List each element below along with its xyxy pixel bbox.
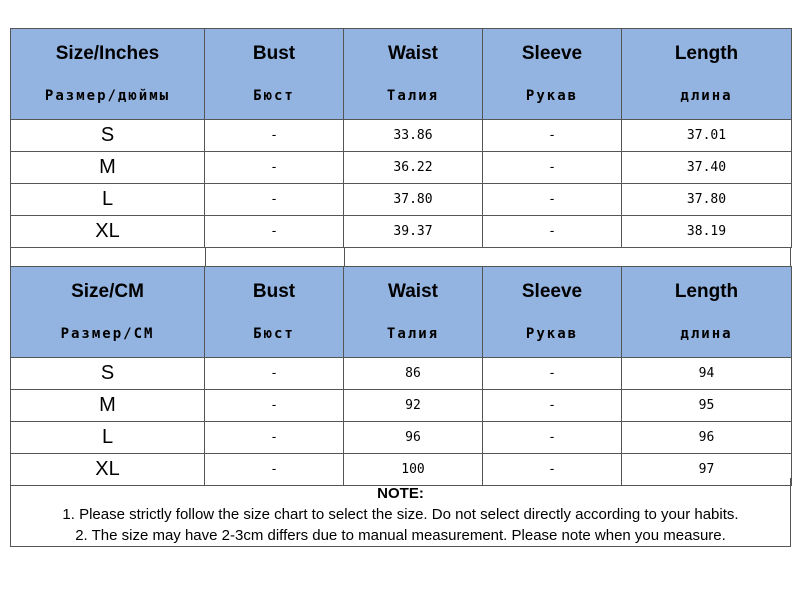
header-label-ru: Рукав [525,88,579,104]
cm-header-size [11,267,205,358]
length-cell: 38.19 [622,216,792,248]
note-line-1: 1. Please strictly follow the size chart to select the size. Do not select directly according to your habits. [62,506,739,523]
sleeve-cell: - [483,152,622,184]
inch-header-size [11,29,205,120]
table-row [11,422,792,454]
inch-header-row [11,29,792,120]
inch-size-table [10,28,792,248]
bust-cell: - [205,454,344,486]
header-label-en: Sleeve [521,43,583,64]
header-label-en: Size/Inches [55,43,160,64]
waist-cell: 86 [344,358,483,390]
header-label-en: Bust [252,281,296,302]
size-cell: XL [11,454,205,486]
cm-header-length [622,267,792,358]
inch-header-waist [344,29,483,120]
length-cell: 94 [622,358,792,390]
bust-cell: - [205,390,344,422]
waist-cell: 36.22 [344,152,483,184]
waist-cell: 39.37 [344,216,483,248]
note-title: NOTE: [377,485,424,502]
size-cell: S [11,358,205,390]
table-row [11,184,792,216]
inch-header-sleeve [483,29,622,120]
table-row [11,120,792,152]
length-cell: 37.40 [622,152,792,184]
cm-header-waist [344,267,483,358]
sleeve-cell: - [483,358,622,390]
header-label-en: Waist [388,43,438,64]
sleeve-cell: - [483,422,622,454]
header-label-en: Sleeve [521,281,583,302]
table-row [11,216,792,248]
size-cell: S [11,120,205,152]
size-cell: XL [11,216,205,248]
cm-size-table [10,266,792,486]
header-label-en: Length [674,43,739,64]
cm-header-bust [205,267,344,358]
bust-cell: - [205,358,344,390]
header-label-ru: Размер/дюймы [44,88,171,104]
length-cell: 37.01 [622,120,792,152]
header-label-ru: длина [680,326,733,342]
header-label-ru: Талия [386,88,440,104]
header-label-ru: Талия [386,326,440,342]
waist-cell: 33.86 [344,120,483,152]
table-row [11,358,792,390]
size-note [10,478,791,547]
bust-cell: - [205,120,344,152]
size-cell: L [11,184,205,216]
bust-cell: - [205,216,344,248]
header-label-ru: Рукав [525,326,579,342]
sleeve-cell: - [483,120,622,152]
length-cell: 96 [622,422,792,454]
waist-cell: 100 [344,454,483,486]
length-cell: 95 [622,390,792,422]
sleeve-cell: - [483,216,622,248]
waist-cell: 92 [344,390,483,422]
table-row [11,390,792,422]
header-label-en: Size/CM [71,281,144,302]
spacer-divider [344,247,345,266]
header-label-ru: длина [680,88,733,104]
waist-cell: 37.80 [344,184,483,216]
cm-header-row [11,267,792,358]
header-label-ru: Бюст [253,88,295,104]
length-cell: 37.80 [622,184,792,216]
header-label-ru: Бюст [253,326,295,342]
header-label-en: Length [674,281,739,302]
sleeve-cell: - [483,390,622,422]
spacer-divider [205,247,206,266]
size-cell: L [11,422,205,454]
bust-cell: - [205,422,344,454]
cm-header-sleeve [483,267,622,358]
sleeve-cell: - [483,454,622,486]
table-spacer [10,247,791,266]
header-label-ru: Размер/CM [60,326,155,342]
bust-cell: - [205,184,344,216]
inch-header-length [622,29,792,120]
size-cell: M [11,390,205,422]
header-label-en: Bust [252,43,296,64]
inch-header-bust [205,29,344,120]
header-label-en: Waist [388,281,438,302]
length-cell: 97 [622,454,792,486]
table-row [11,152,792,184]
sleeve-cell: - [483,184,622,216]
waist-cell: 96 [344,422,483,454]
size-cell: M [11,152,205,184]
bust-cell: - [205,152,344,184]
note-line-2: 2. The size may have 2-3cm differs due to manual measurement. Please note when you measure. [75,527,726,544]
